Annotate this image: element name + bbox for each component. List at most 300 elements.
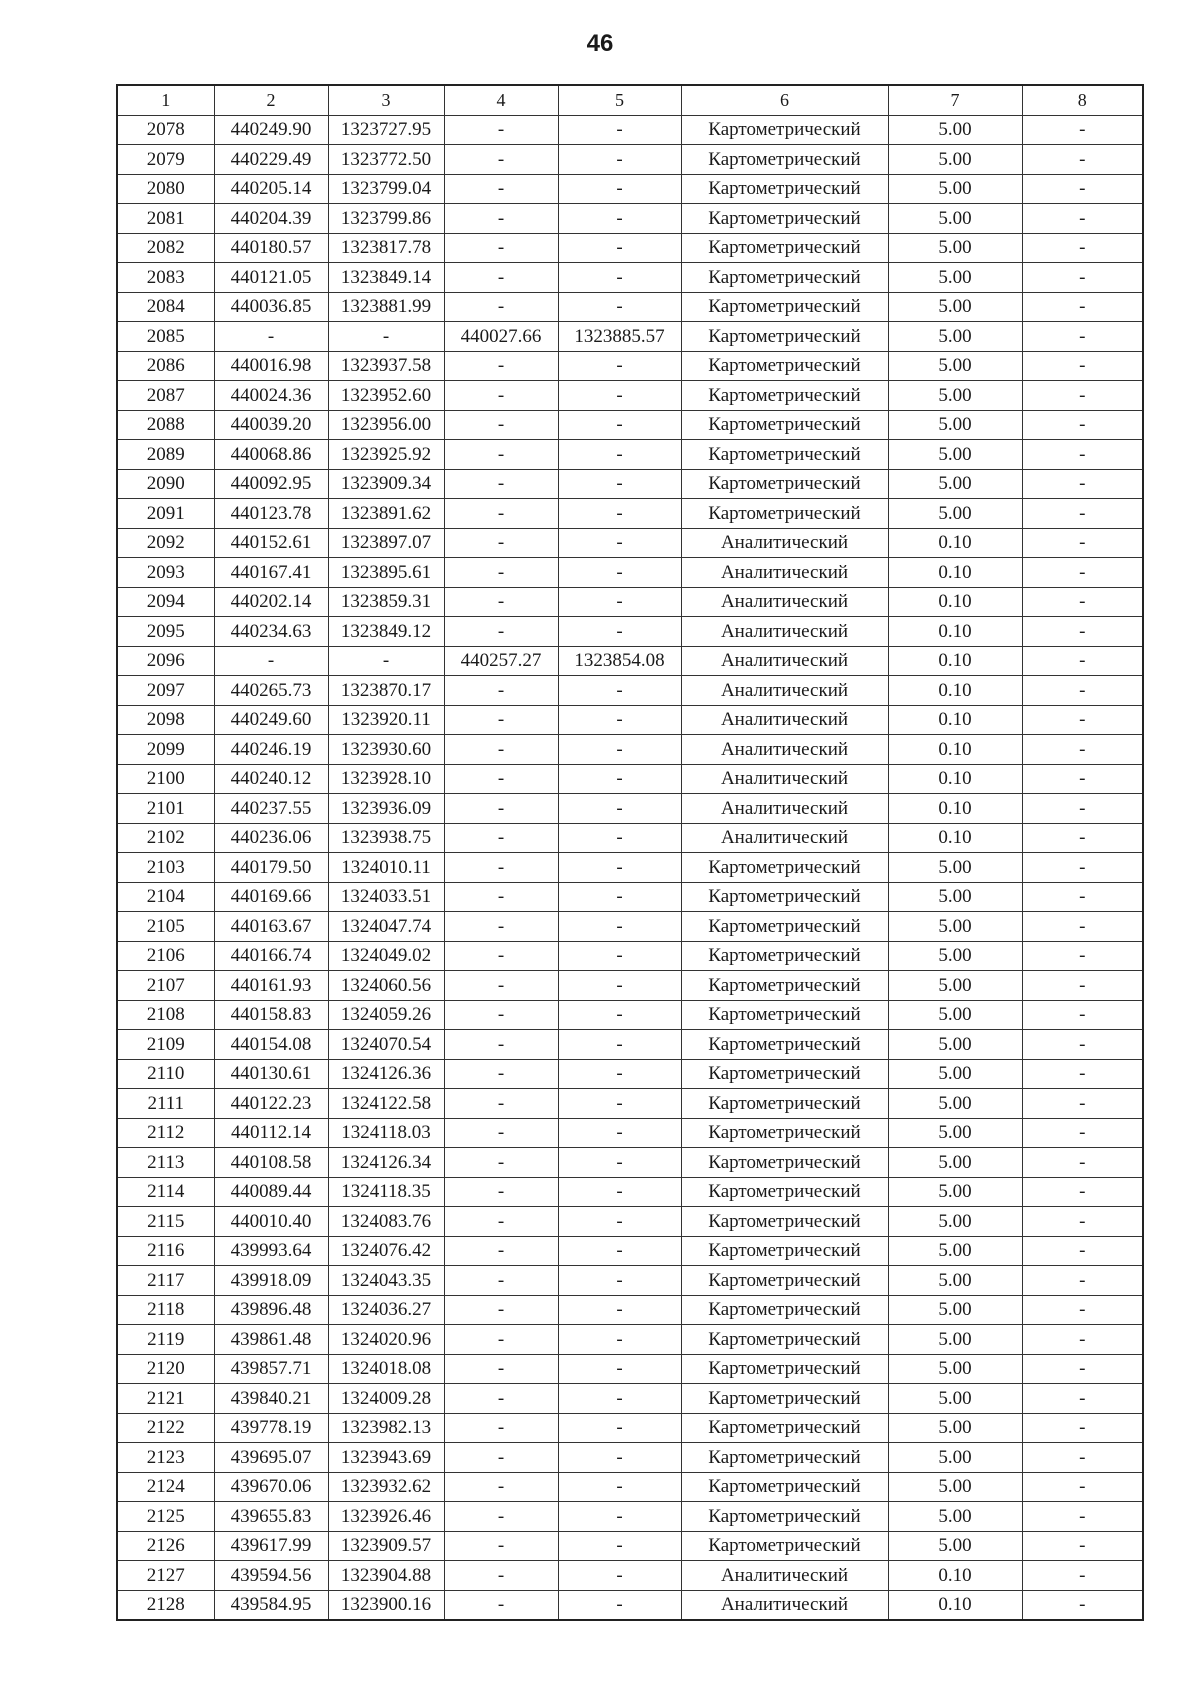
point-number-cell: 2123 [117,1443,214,1473]
y-alt-cell: - [558,617,681,647]
x-coordinate-cell: 440166.74 [214,941,328,971]
x-alt-cell: - [444,1443,558,1473]
accuracy-cell: 5.00 [888,204,1022,234]
note-cell: - [1022,676,1143,706]
accuracy-cell: 0.10 [888,1590,1022,1620]
x-coordinate-cell: 440112.14 [214,1118,328,1148]
x-coordinate-cell: 439918.09 [214,1266,328,1296]
x-alt-cell: - [444,1325,558,1355]
method-cell: Аналитический [681,764,888,794]
y-coordinate-cell: 1323870.17 [328,676,444,706]
x-alt-cell: - [444,882,558,912]
note-cell: - [1022,322,1143,352]
method-cell: Картометрический [681,1148,888,1178]
x-alt-cell: - [444,1295,558,1325]
accuracy-cell: 0.10 [888,558,1022,588]
x-alt-cell: - [444,204,558,234]
table-row [117,528,1143,558]
note-cell: - [1022,1531,1143,1561]
y-alt-cell: - [558,676,681,706]
accuracy-cell: 5.00 [888,882,1022,912]
point-number-cell: 2117 [117,1266,214,1296]
point-number-cell: 2114 [117,1177,214,1207]
y-coordinate-cell: 1323956.00 [328,410,444,440]
x-alt-cell: - [444,1413,558,1443]
point-number-cell: 2084 [117,292,214,322]
method-cell: Картометрический [681,174,888,204]
note-cell: - [1022,971,1143,1001]
y-coordinate-cell: 1324076.42 [328,1236,444,1266]
accuracy-cell: 0.10 [888,617,1022,647]
x-alt-cell: - [444,1561,558,1591]
y-coordinate-cell: 1323772.50 [328,145,444,175]
y-alt-cell: - [558,1266,681,1296]
method-cell: Картометрический [681,1089,888,1119]
table-row [117,1295,1143,1325]
x-alt-cell: - [444,351,558,381]
note-cell: - [1022,1266,1143,1296]
point-number-cell: 2081 [117,204,214,234]
note-cell: - [1022,617,1143,647]
point-number-cell: 2091 [117,499,214,529]
table-row [117,1059,1143,1089]
x-coordinate-cell: 440092.95 [214,469,328,499]
point-number-cell: 2094 [117,587,214,617]
x-coordinate-cell: 440158.83 [214,1000,328,1030]
note-cell: - [1022,1030,1143,1060]
y-coordinate-cell: 1323938.75 [328,823,444,853]
note-cell: - [1022,440,1143,470]
y-alt-cell: - [558,145,681,175]
note-cell: - [1022,1000,1143,1030]
table-header-row [117,85,1143,115]
y-alt-cell: - [558,735,681,765]
y-coordinate-cell: 1323926.46 [328,1502,444,1532]
x-alt-cell: - [444,735,558,765]
accuracy-cell: 0.10 [888,1561,1022,1591]
y-coordinate-cell: 1324049.02 [328,941,444,971]
note-cell: - [1022,941,1143,971]
x-alt-cell: - [444,1266,558,1296]
method-cell: Аналитический [681,528,888,558]
table-row [117,1030,1143,1060]
note-cell: - [1022,1295,1143,1325]
table-row [117,1443,1143,1473]
table-row [117,912,1143,942]
x-alt-cell: - [444,1059,558,1089]
table-row [117,1089,1143,1119]
x-coordinate-cell: 439695.07 [214,1443,328,1473]
y-alt-cell: - [558,912,681,942]
table-row [117,115,1143,145]
accuracy-cell: 5.00 [888,1531,1022,1561]
point-number-cell: 2080 [117,174,214,204]
table-row [117,617,1143,647]
table-row [117,1236,1143,1266]
point-number-cell: 2106 [117,941,214,971]
y-alt-cell: - [558,292,681,322]
x-alt-cell: - [444,528,558,558]
table-row [117,1207,1143,1237]
y-coordinate-cell: 1323900.16 [328,1590,444,1620]
method-cell: Картометрический [681,145,888,175]
accuracy-cell: 5.00 [888,233,1022,263]
x-alt-cell: - [444,1177,558,1207]
note-cell: - [1022,735,1143,765]
method-cell: Картометрический [681,1207,888,1237]
method-cell: Картометрический [681,381,888,411]
x-alt-cell: 440257.27 [444,646,558,676]
x-coordinate-cell: 439617.99 [214,1531,328,1561]
point-number-cell: 2095 [117,617,214,647]
y-coordinate-cell: 1324010.11 [328,853,444,883]
column-header: 4 [444,85,558,115]
y-alt-cell: - [558,1413,681,1443]
table-row [117,882,1143,912]
point-number-cell: 2122 [117,1413,214,1443]
table-row [117,1472,1143,1502]
point-number-cell: 2105 [117,912,214,942]
method-cell: Картометрический [681,1531,888,1561]
y-coordinate-cell: 1324118.35 [328,1177,444,1207]
table-row [117,1000,1143,1030]
note-cell: - [1022,204,1143,234]
table-row [117,499,1143,529]
y-alt-cell: - [558,410,681,440]
x-alt-cell: - [444,1384,558,1414]
y-coordinate-cell: 1324018.08 [328,1354,444,1384]
note-cell: - [1022,410,1143,440]
y-alt-cell: - [558,1502,681,1532]
table-row [117,233,1143,263]
x-alt-cell: - [444,617,558,647]
note-cell: - [1022,1207,1143,1237]
y-coordinate-cell: 1324043.35 [328,1266,444,1296]
table-row [117,1561,1143,1591]
x-coordinate-cell: 440089.44 [214,1177,328,1207]
point-number-cell: 2100 [117,764,214,794]
table-row [117,322,1143,352]
x-coordinate-cell: 440108.58 [214,1148,328,1178]
note-cell: - [1022,1502,1143,1532]
x-alt-cell: - [444,440,558,470]
method-cell: Картометрический [681,941,888,971]
accuracy-cell: 0.10 [888,735,1022,765]
column-header: 7 [888,85,1022,115]
y-coordinate-cell: 1324126.34 [328,1148,444,1178]
y-coordinate-cell: 1323936.09 [328,794,444,824]
table-row [117,941,1143,971]
x-alt-cell: - [444,587,558,617]
x-coordinate-cell: 440249.60 [214,705,328,735]
y-coordinate-cell: 1323943.69 [328,1443,444,1473]
method-cell: Аналитический [681,558,888,588]
table-row [117,351,1143,381]
y-alt-cell: 1323854.08 [558,646,681,676]
y-coordinate-cell: 1323930.60 [328,735,444,765]
y-alt-cell: - [558,705,681,735]
accuracy-cell: 5.00 [888,1118,1022,1148]
x-alt-cell: - [444,381,558,411]
y-alt-cell: - [558,587,681,617]
accuracy-cell: 5.00 [888,853,1022,883]
x-coordinate-cell: 440204.39 [214,204,328,234]
method-cell: Картометрический [681,1059,888,1089]
method-cell: Картометрический [681,499,888,529]
method-cell: Картометрический [681,1502,888,1532]
accuracy-cell: 5.00 [888,322,1022,352]
accuracy-cell: 5.00 [888,1266,1022,1296]
accuracy-cell: 5.00 [888,1413,1022,1443]
x-alt-cell: - [444,499,558,529]
y-alt-cell: - [558,1207,681,1237]
y-coordinate-cell: 1324033.51 [328,882,444,912]
y-coordinate-cell: 1324047.74 [328,912,444,942]
column-header: 5 [558,85,681,115]
table-row [117,676,1143,706]
table-row [117,1148,1143,1178]
x-alt-cell: - [444,1354,558,1384]
method-cell: Картометрический [681,912,888,942]
note-cell: - [1022,823,1143,853]
accuracy-cell: 5.00 [888,292,1022,322]
x-coordinate-cell: 440024.36 [214,381,328,411]
method-cell: Аналитический [681,1590,888,1620]
note-cell: - [1022,794,1143,824]
point-number-cell: 2079 [117,145,214,175]
x-alt-cell: - [444,1236,558,1266]
method-cell: Аналитический [681,705,888,735]
point-number-cell: 2090 [117,469,214,499]
y-alt-cell: - [558,1590,681,1620]
method-cell: Картометрический [681,882,888,912]
point-number-cell: 2088 [117,410,214,440]
method-cell: Картометрический [681,1295,888,1325]
note-cell: - [1022,646,1143,676]
x-alt-cell: - [444,705,558,735]
x-alt-cell: - [444,469,558,499]
y-coordinate-cell: 1323849.14 [328,263,444,293]
method-cell: Картометрический [681,204,888,234]
note-cell: - [1022,1177,1143,1207]
note-cell: - [1022,1561,1143,1591]
y-alt-cell: - [558,1354,681,1384]
y-alt-cell: - [558,1118,681,1148]
y-alt-cell: - [558,1148,681,1178]
y-alt-cell: - [558,558,681,588]
table-body [117,115,1143,1620]
x-coordinate-cell: 440152.61 [214,528,328,558]
table-row [117,410,1143,440]
y-alt-cell: - [558,1384,681,1414]
point-number-cell: 2127 [117,1561,214,1591]
y-alt-cell: - [558,528,681,558]
point-number-cell: 2098 [117,705,214,735]
table-row [117,705,1143,735]
table-row [117,1413,1143,1443]
method-cell: Картометрический [681,1413,888,1443]
table-row [117,1266,1143,1296]
method-cell: Картометрический [681,1443,888,1473]
table-row [117,469,1143,499]
accuracy-cell: 0.10 [888,676,1022,706]
method-cell: Картометрический [681,1030,888,1060]
y-alt-cell: - [558,882,681,912]
note-cell: - [1022,528,1143,558]
point-number-cell: 2102 [117,823,214,853]
note-cell: - [1022,912,1143,942]
x-alt-cell: - [444,1030,558,1060]
y-alt-cell: - [558,115,681,145]
x-coordinate-cell: 440179.50 [214,853,328,883]
y-alt-cell: - [558,1443,681,1473]
note-cell: - [1022,1148,1143,1178]
y-coordinate-cell: 1324059.26 [328,1000,444,1030]
point-number-cell: 2085 [117,322,214,352]
x-alt-cell: - [444,1590,558,1620]
column-header: 1 [117,85,214,115]
x-coordinate-cell: 440068.86 [214,440,328,470]
table-row [117,1590,1143,1620]
table-row [117,204,1143,234]
y-coordinate-cell: - [328,322,444,352]
table-row [117,1177,1143,1207]
note-cell: - [1022,1354,1143,1384]
x-coordinate-cell: 440039.20 [214,410,328,440]
note-cell: - [1022,115,1143,145]
point-number-cell: 2092 [117,528,214,558]
method-cell: Картометрический [681,1472,888,1502]
point-number-cell: 2082 [117,233,214,263]
point-number-cell: 2104 [117,882,214,912]
y-alt-cell: - [558,1561,681,1591]
note-cell: - [1022,853,1143,883]
y-alt-cell: - [558,1325,681,1355]
y-alt-cell: - [558,1236,681,1266]
y-alt-cell: - [558,941,681,971]
x-coordinate-cell: 440161.93 [214,971,328,1001]
y-coordinate-cell: 1324118.03 [328,1118,444,1148]
y-alt-cell: - [558,1089,681,1119]
note-cell: - [1022,1384,1143,1414]
note-cell: - [1022,764,1143,794]
x-alt-cell: - [444,823,558,853]
accuracy-cell: 0.10 [888,705,1022,735]
x-coordinate-cell: 440246.19 [214,735,328,765]
x-coordinate-cell: 440121.05 [214,263,328,293]
y-alt-cell: - [558,263,681,293]
accuracy-cell: 5.00 [888,1059,1022,1089]
method-cell: Аналитический [681,735,888,765]
y-coordinate-cell: 1323817.78 [328,233,444,263]
x-alt-cell: - [444,174,558,204]
accuracy-cell: 0.10 [888,764,1022,794]
accuracy-cell: 5.00 [888,1384,1022,1414]
accuracy-cell: 5.00 [888,1148,1022,1178]
x-coordinate-cell: 440265.73 [214,676,328,706]
point-number-cell: 2120 [117,1354,214,1384]
y-coordinate-cell: 1323727.95 [328,115,444,145]
x-alt-cell: - [444,233,558,263]
x-coordinate-cell: 440169.66 [214,882,328,912]
x-alt-cell: - [444,292,558,322]
x-coordinate-cell: 440236.06 [214,823,328,853]
accuracy-cell: 5.00 [888,174,1022,204]
note-cell: - [1022,1118,1143,1148]
x-alt-cell: - [444,1502,558,1532]
x-alt-cell: - [444,115,558,145]
x-coordinate-cell: 440130.61 [214,1059,328,1089]
x-alt-cell: - [444,912,558,942]
table-row [117,971,1143,1001]
x-alt-cell: - [444,1148,558,1178]
note-cell: - [1022,469,1143,499]
method-cell: Картометрический [681,469,888,499]
y-coordinate-cell: 1324122.58 [328,1089,444,1119]
method-cell: Картометрический [681,351,888,381]
x-coordinate-cell: 439655.83 [214,1502,328,1532]
y-alt-cell: - [558,1059,681,1089]
y-coordinate-cell: 1324070.54 [328,1030,444,1060]
x-coordinate-cell: 440205.14 [214,174,328,204]
y-coordinate-cell: 1324083.76 [328,1207,444,1237]
y-alt-cell: - [558,1295,681,1325]
accuracy-cell: 5.00 [888,912,1022,942]
accuracy-cell: 5.00 [888,1295,1022,1325]
x-alt-cell: - [444,1531,558,1561]
x-coordinate-cell: 439896.48 [214,1295,328,1325]
note-cell: - [1022,263,1143,293]
accuracy-cell: 0.10 [888,794,1022,824]
x-coordinate-cell: 440202.14 [214,587,328,617]
y-coordinate-cell: 1323799.04 [328,174,444,204]
point-number-cell: 2116 [117,1236,214,1266]
accuracy-cell: 5.00 [888,971,1022,1001]
note-cell: - [1022,1590,1143,1620]
table-row [117,1384,1143,1414]
y-coordinate-cell: 1324060.56 [328,971,444,1001]
y-coordinate-cell: 1323920.11 [328,705,444,735]
x-coordinate-cell: 440154.08 [214,1030,328,1060]
point-number-cell: 2125 [117,1502,214,1532]
note-cell: - [1022,1236,1143,1266]
x-coordinate-cell: 440240.12 [214,764,328,794]
note-cell: - [1022,145,1143,175]
x-coordinate-cell: - [214,646,328,676]
point-number-cell: 2101 [117,794,214,824]
y-coordinate-cell: 1324126.36 [328,1059,444,1089]
point-number-cell: 2087 [117,381,214,411]
accuracy-cell: 5.00 [888,1325,1022,1355]
page-number: 46 [586,30,614,57]
coordinates-table [116,84,1144,1621]
x-alt-cell: - [444,676,558,706]
y-alt-cell: - [558,469,681,499]
method-cell: Картометрический [681,853,888,883]
accuracy-cell: 5.00 [888,1207,1022,1237]
accuracy-cell: 5.00 [888,499,1022,529]
y-alt-cell: - [558,499,681,529]
y-alt-cell: - [558,1000,681,1030]
y-coordinate-cell: 1323928.10 [328,764,444,794]
y-alt-cell: - [558,1030,681,1060]
point-number-cell: 2111 [117,1089,214,1119]
method-cell: Картометрический [681,440,888,470]
point-number-cell: 2121 [117,1384,214,1414]
method-cell: Картометрический [681,1354,888,1384]
point-number-cell: 2119 [117,1325,214,1355]
point-number-cell: 2115 [117,1207,214,1237]
